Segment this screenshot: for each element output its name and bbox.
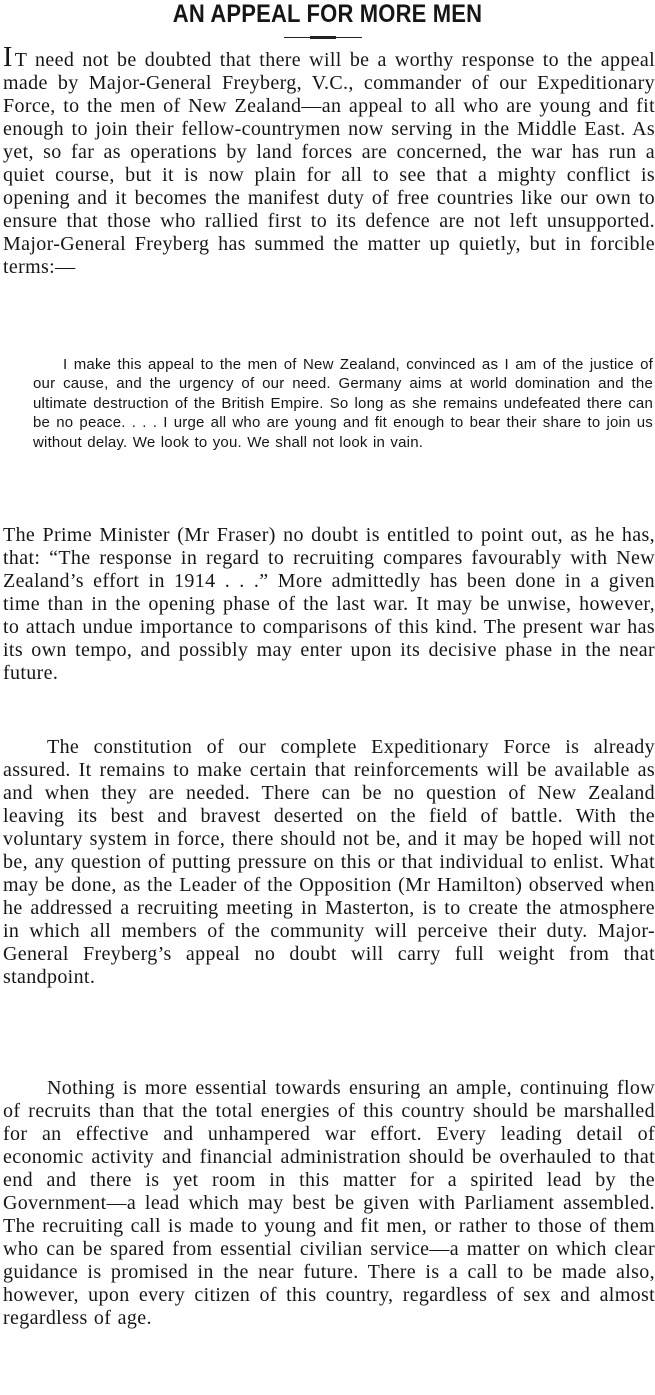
paragraph-1 bbox=[3, 42, 655, 279]
paragraph-2: The Prime Minister (Mr Fraser) no doubt is entitled to point out, as he has, that: “The response in regard to recruiting compares favourably with New Zealand’s effort in 1914 . . .” More admittedly has been done in a given time than in the opening phase of the last war. It may be unwise, however, to attach undue importance to comparisons of this kind. The present war has its own tempo, and possibly may enter upon its decisive phase in the near future. bbox=[3, 524, 655, 684]
freyberg-quote: I make this appeal to the men of New Zealand, convinced as I am of the justice of our cause, and the urgency of our need. Germany aims at world domination and the ultimate destruction of the British Empire. So long as she remains undefeated there can be no peace. . . . I urge all who are young and fit enough to bear their share to join us without delay. We look to you. We shall not look in vain. bbox=[33, 356, 653, 451]
drop-cap: I bbox=[3, 42, 13, 73]
paragraph-3: The constitution of our complete Expeditionary Force is already assured. It remains to make certain that reinforcements will be available as and when they are needed. There can be no question of New Zealand leaving its best and bravest deserted on the field of battle. With the voluntary system in force, there should not be, and it may be hoped will not be, any question of putting pressure on this or that individual to enlist. What may be done, as the Leader of the Opposition (Mr Hamilton) observed when he addressed a recruiting meeting in Masterton, is to create the atmosphere in which all members of the community will perceive their duty. Major-General Freyberg’s appeal no doubt will carry full weight from that standpoint. bbox=[3, 736, 655, 988]
article-headline: AN APPEAL FOR MORE MEN bbox=[172, 0, 483, 28]
headline-rule bbox=[284, 36, 362, 39]
paragraph-4: Nothing is more essential towards ensuring an ample, continuing flow of recruits than that the total energies of this country should be marshalled for an effective and unhampered war effort. Every leading detail of economic activity and financial administration should be overhauled to that end and there is yet room in this matter for a spirited lead by the Government—a lead which may best be given with Parliament assembled. The recruiting call is made to young and fit men, or rather to those of them who can be spared from essential civilian service—a matter on which clear guidance is promised in the near future. There is a call to be made also, however, upon every citizen of this country, regardless of sex and almost regardless of age. bbox=[3, 1077, 655, 1329]
paragraph-1-text: T need not be doubted that there will be a worthy response to the appeal made by Major-General Freyberg, V.C., commander of our Expeditionary Force, to the men of New Zealand—an appeal to all who are young and fit enough to join their fellow-countrymen now serving in the Middle East. As yet, so far as operations by land forces are concerned, the war has run a quiet course, but it is now plain for all to see that a mighty conflict is opening and it becomes the manifest duty of free countries like our own to ensure that those who rallied first to its defence are not left unsupported. Major-General Freyberg has summed the matter up quietly, but in forcible terms:— bbox=[3, 49, 655, 278]
